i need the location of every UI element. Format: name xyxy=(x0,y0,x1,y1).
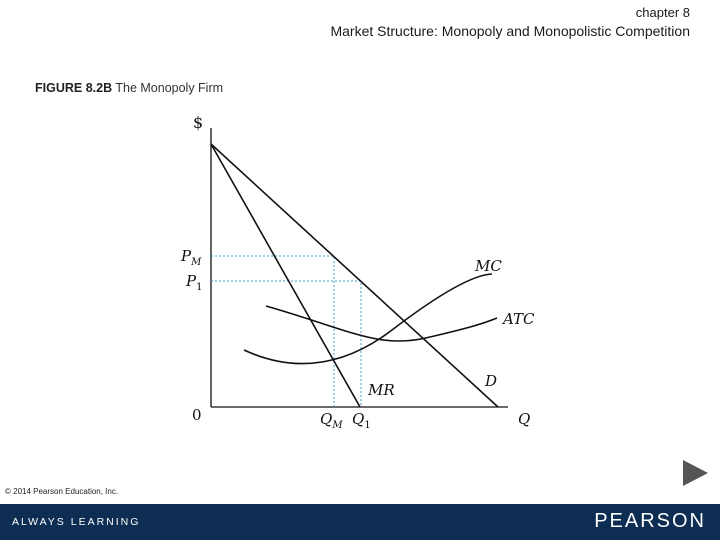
pm-guide-line xyxy=(211,256,334,407)
marginal-revenue-curve xyxy=(211,144,360,407)
average-total-cost-curve xyxy=(266,306,497,341)
slide-title: Market Structure: Monopoly and Monopolistic Competition xyxy=(330,23,690,39)
chapter-label: chapter 8 xyxy=(635,5,690,20)
pearson-logo: PEARSON xyxy=(594,510,706,532)
footer-tagline: ALWAYS LEARNING xyxy=(12,516,141,528)
demand-curve xyxy=(211,144,498,407)
figure-caption-text: The Monopoly Firm xyxy=(115,81,224,95)
mr-label: MR xyxy=(368,381,395,399)
next-slide-button[interactable] xyxy=(680,458,710,493)
footer-bar xyxy=(0,504,720,540)
p1-label: $P_1$ xyxy=(186,272,203,293)
d-label: D xyxy=(485,372,498,390)
mc-label: MC xyxy=(475,257,502,275)
q1-label: $Q_1$ xyxy=(352,410,371,431)
pm-label: $P_M$ xyxy=(181,247,202,268)
figure-number: FIGURE 8.2B xyxy=(35,81,113,95)
qm-label: $Q_M$ xyxy=(320,410,343,431)
play-triangle-icon xyxy=(680,458,710,488)
copyright-notice: © 2014 Pearson Education, Inc. xyxy=(5,487,119,496)
x-axis-label: Q xyxy=(518,410,531,428)
origin-label: 0 xyxy=(192,406,202,424)
p1-guide-line xyxy=(211,281,361,407)
atc-label: ATC xyxy=(503,310,535,328)
y-axis-label: $ xyxy=(193,113,204,132)
